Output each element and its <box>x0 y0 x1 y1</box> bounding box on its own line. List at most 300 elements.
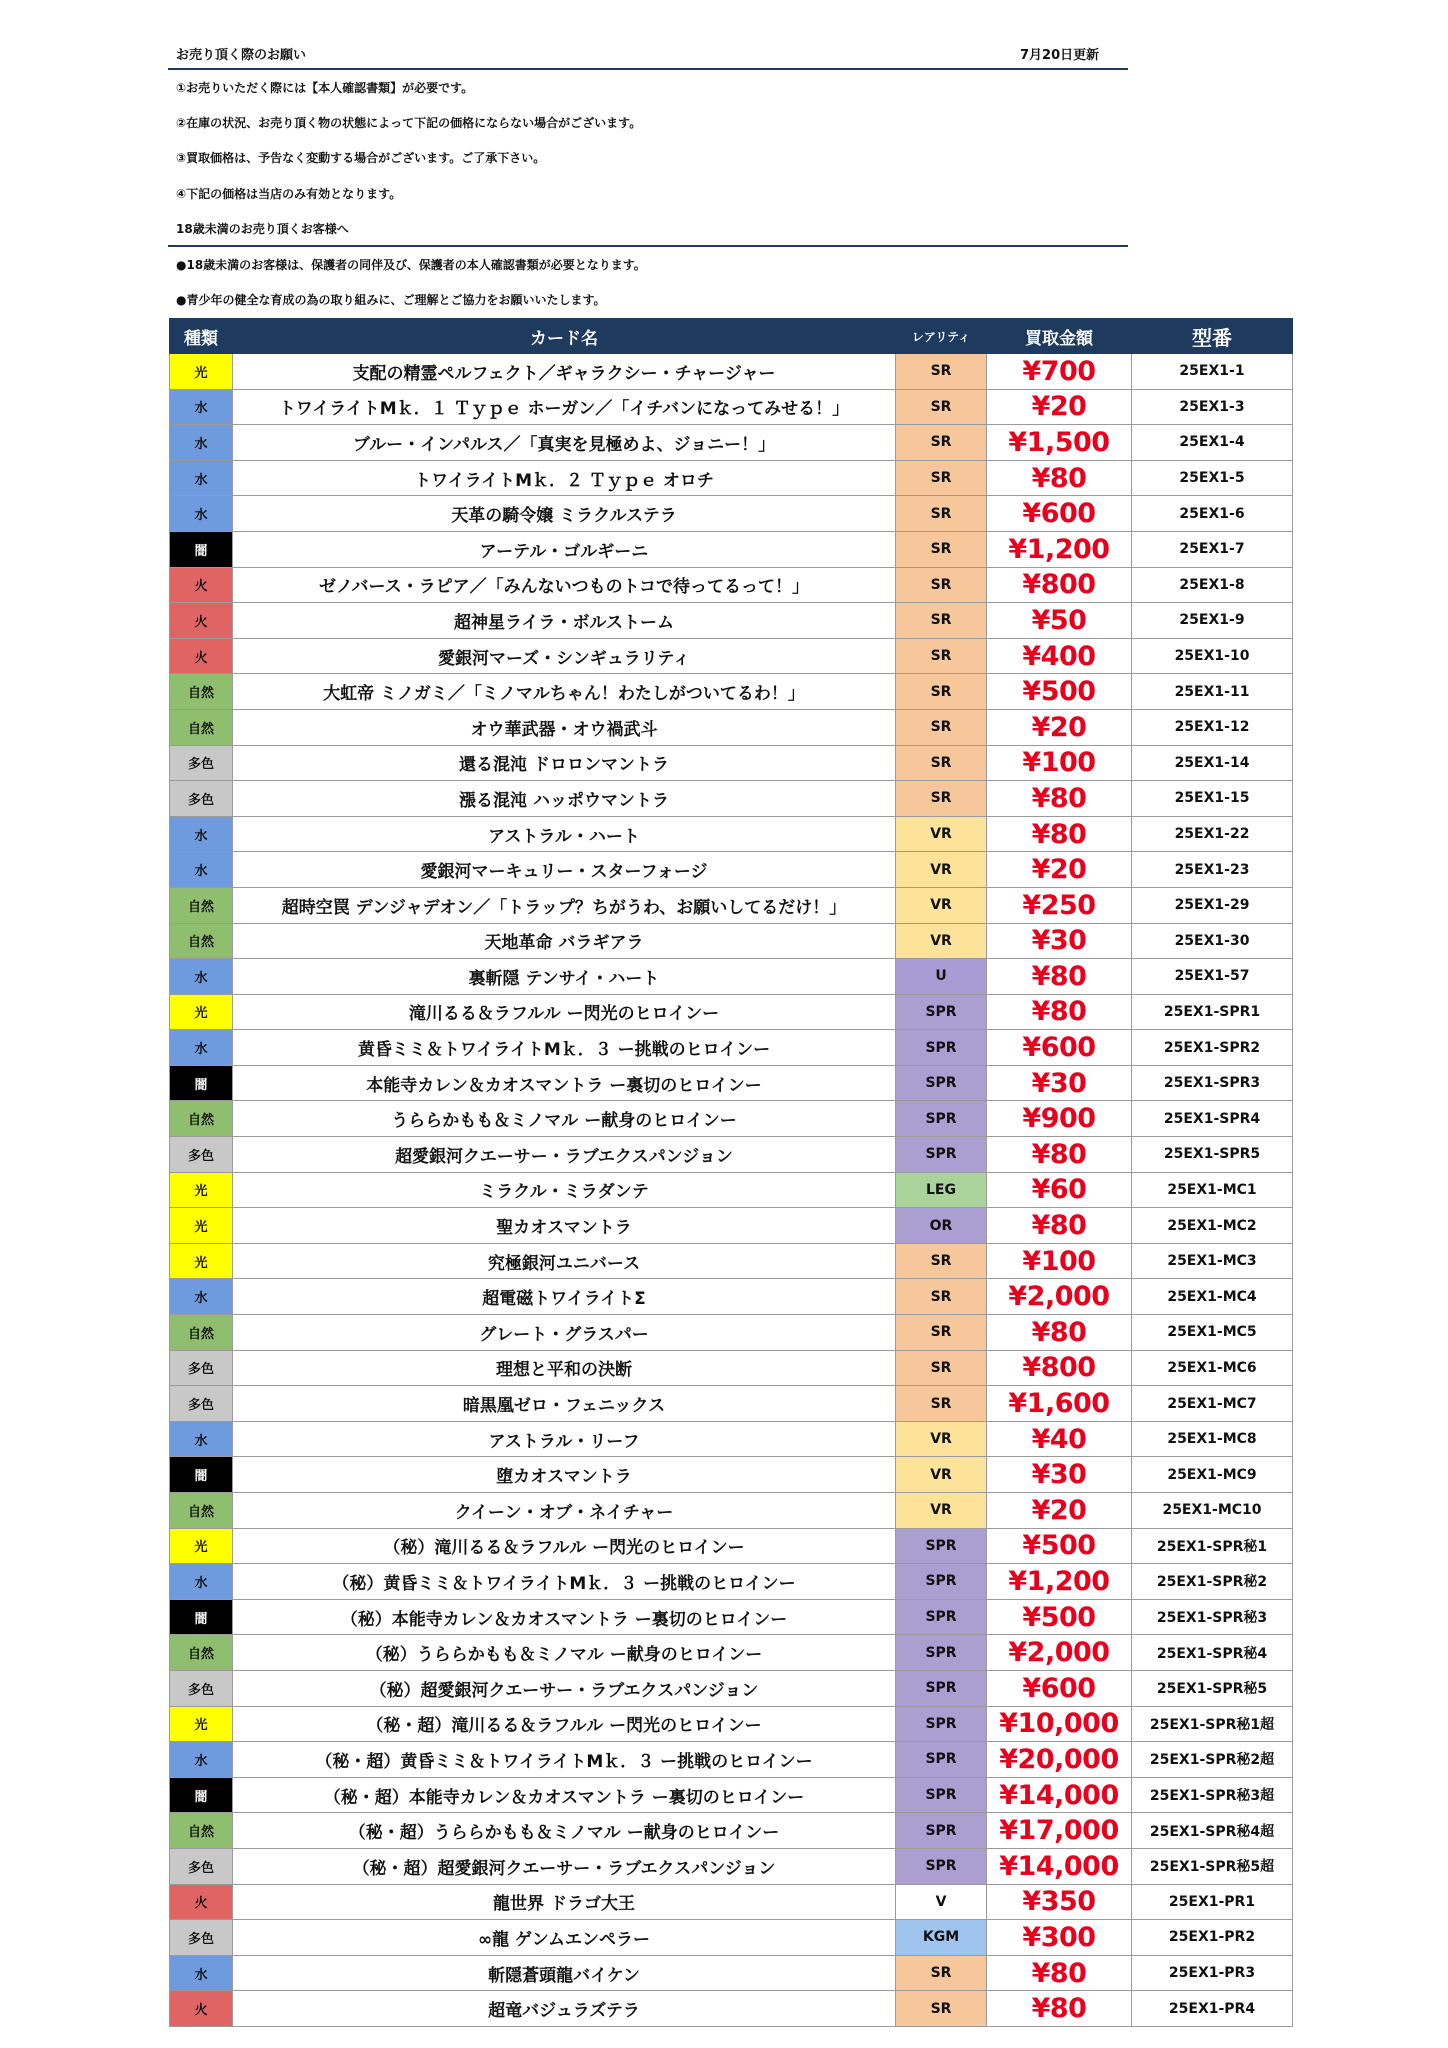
code-cell: 25EX1-14 <box>1132 745 1293 781</box>
notice-line-3: ③買取価格は、予告なく変動する場合がございます。ご了承下さい。 <box>176 151 546 165</box>
card-name-cell: 漲る混沌 ハッポウマントラ <box>233 781 896 817</box>
price-cell: ¥30 <box>987 1065 1132 1101</box>
rarity-cell: U <box>896 959 987 995</box>
rarity-cell: VR <box>896 852 987 888</box>
code-cell: 25EX1-SPR秘4 <box>1132 1635 1293 1671</box>
card-name-cell: 聖カオスマントラ <box>233 1208 896 1244</box>
type-cell: 自然 <box>170 1493 233 1529</box>
code-cell: 25EX1-SPR秘3超 <box>1132 1777 1293 1813</box>
rarity-cell: SR <box>896 567 987 603</box>
card-name-cell: 支配の精霊ペルフェクト／ギャラクシー・チャージャー <box>233 354 896 390</box>
card-name-cell: （秘・超）黄昏ミミ＆トワイライトMｋ．３ ー挑戦のヒロインー <box>233 1742 896 1778</box>
table-row <box>170 1315 1293 1351</box>
card-name-cell: 超時空罠 デンジャデオン／「トラップ？ちがうわ、お願いしてるだけ！」 <box>233 887 896 923</box>
card-name-cell: 愛銀河マーキュリー・スターフォージ <box>233 852 896 888</box>
code-cell: 25EX1-29 <box>1132 887 1293 923</box>
price-cell: ¥400 <box>987 638 1132 674</box>
price-cell: ¥14,000 <box>987 1848 1132 1884</box>
code-cell: 25EX1-SPR3 <box>1132 1065 1293 1101</box>
card-name-cell: 堕カオスマントラ <box>233 1457 896 1493</box>
price-cell: ¥600 <box>987 1670 1132 1706</box>
type-cell: 自然 <box>170 1635 233 1671</box>
type-cell: 闇 <box>170 1065 233 1101</box>
code-cell: 25EX1-7 <box>1132 531 1293 567</box>
table-row <box>170 1172 1293 1208</box>
type-cell: 闇 <box>170 1777 233 1813</box>
rarity-cell: VR <box>896 923 987 959</box>
table-row <box>170 1350 1293 1386</box>
type-cell: 水 <box>170 496 233 532</box>
table-header-row <box>170 319 1293 354</box>
code-cell: 25EX1-4 <box>1132 425 1293 461</box>
table-row <box>170 674 1293 710</box>
code-cell: 25EX1-5 <box>1132 460 1293 496</box>
table-row <box>170 1635 1293 1671</box>
type-cell: 水 <box>170 460 233 496</box>
card-name-cell: （秘・超）超愛銀河クエーサー・ラブエクスパンジョン <box>233 1848 896 1884</box>
type-cell: 自然 <box>170 1315 233 1351</box>
rarity-cell: OR <box>896 1208 987 1244</box>
table-row <box>170 1848 1293 1884</box>
code-cell: 25EX1-9 <box>1132 603 1293 639</box>
type-cell: 多色 <box>170 1350 233 1386</box>
table-row <box>170 389 1293 425</box>
rarity-cell: SR <box>896 603 987 639</box>
code-cell: 25EX1-PR2 <box>1132 1920 1293 1956</box>
price-cell: ¥1,600 <box>987 1386 1132 1422</box>
notice-divider <box>168 245 1128 247</box>
table-row <box>170 460 1293 496</box>
notice-line-2: ②在庫の状況、お売り頂く物の状態によって下記の価格にならない場合がございます。 <box>176 116 642 130</box>
price-cell: ¥80 <box>987 1955 1132 1991</box>
code-cell: 25EX1-30 <box>1132 923 1293 959</box>
rarity-cell: SPR <box>896 1848 987 1884</box>
rarity-cell: SR <box>896 1243 987 1279</box>
type-cell: 闇 <box>170 1457 233 1493</box>
rarity-cell: SPR <box>896 1564 987 1600</box>
table-row <box>170 781 1293 817</box>
table-row <box>170 1493 1293 1529</box>
price-cell: ¥80 <box>987 1315 1132 1351</box>
rarity-cell: SR <box>896 781 987 817</box>
rarity-cell: VR <box>896 1493 987 1529</box>
code-cell: 25EX1-22 <box>1132 816 1293 852</box>
type-cell: 水 <box>170 816 233 852</box>
table-row <box>170 1421 1293 1457</box>
type-cell: 水 <box>170 959 233 995</box>
card-name-cell: （秘・超）滝川るる＆ラフルル ー閃光のヒロインー <box>233 1706 896 1742</box>
type-cell: 水 <box>170 389 233 425</box>
card-name-cell: トワイライトMｋ．２ Ｔｙｐｅ オロチ <box>233 460 896 496</box>
type-cell: 光 <box>170 354 233 390</box>
price-cell: ¥20 <box>987 389 1132 425</box>
rarity-cell: SR <box>896 496 987 532</box>
table-row <box>170 1742 1293 1778</box>
card-name-cell: 還る混沌 ドロロンマントラ <box>233 745 896 781</box>
card-name-cell: 本能寺カレン＆カオスマントラ ー裏切のヒロインー <box>233 1065 896 1101</box>
price-cell: ¥30 <box>987 923 1132 959</box>
header-name: カード名 <box>233 319 896 354</box>
table-row <box>170 1528 1293 1564</box>
price-cell: ¥20 <box>987 709 1132 745</box>
price-cell: ¥2,000 <box>987 1279 1132 1315</box>
minor-notice-heading: 18歳未満のお売り頂くお客様へ <box>176 222 349 236</box>
card-name-cell: ∞龍 ゲンムエンペラー <box>233 1920 896 1956</box>
type-cell: 水 <box>170 1955 233 1991</box>
code-cell: 25EX1-MC4 <box>1132 1279 1293 1315</box>
price-cell: ¥17,000 <box>987 1813 1132 1849</box>
price-cell: ¥800 <box>987 1350 1132 1386</box>
card-name-cell: 理想と平和の決断 <box>233 1350 896 1386</box>
header-code: 型番 <box>1132 319 1293 354</box>
rarity-cell: V <box>896 1884 987 1920</box>
price-cell: ¥80 <box>987 1991 1132 2027</box>
table-row <box>170 1955 1293 1991</box>
table-row <box>170 1065 1293 1101</box>
rarity-cell: VR <box>896 816 987 852</box>
type-cell: 多色 <box>170 1386 233 1422</box>
card-name-cell: （秘・超）本能寺カレン＆カオスマントラ ー裏切のヒロインー <box>233 1777 896 1813</box>
code-cell: 25EX1-SPR秘1 <box>1132 1528 1293 1564</box>
table-row <box>170 567 1293 603</box>
card-name-cell: 超電磁トワイライトΣ <box>233 1279 896 1315</box>
card-name-cell: （秘）黄昏ミミ＆トワイライトMｋ．３ ー挑戦のヒロインー <box>233 1564 896 1600</box>
type-cell: 光 <box>170 1243 233 1279</box>
price-cell: ¥500 <box>987 1599 1132 1635</box>
code-cell: 25EX1-8 <box>1132 567 1293 603</box>
card-name-cell: グレート・グラスパー <box>233 1315 896 1351</box>
price-cell: ¥80 <box>987 816 1132 852</box>
code-cell: 25EX1-SPR秘5超 <box>1132 1848 1293 1884</box>
code-cell: 25EX1-MC1 <box>1132 1172 1293 1208</box>
price-table <box>169 318 1293 2027</box>
card-name-cell: 究極銀河ユニバース <box>233 1243 896 1279</box>
price-cell: ¥600 <box>987 496 1132 532</box>
table-row <box>170 923 1293 959</box>
card-name-cell: 斬隠蒼頭龍バイケン <box>233 1955 896 1991</box>
rarity-cell: VR <box>896 1421 987 1457</box>
card-name-cell: ゼノバース・ラピア／「みんないつものトコで待ってるって！」 <box>233 567 896 603</box>
table-body <box>170 354 1293 2027</box>
table-row <box>170 852 1293 888</box>
price-cell: ¥20,000 <box>987 1742 1132 1778</box>
rarity-cell: SR <box>896 1279 987 1315</box>
rarity-cell: SR <box>896 1386 987 1422</box>
rarity-cell: SR <box>896 709 987 745</box>
code-cell: 25EX1-SPR秘3 <box>1132 1599 1293 1635</box>
price-cell: ¥80 <box>987 460 1132 496</box>
table-row <box>170 1813 1293 1849</box>
table-row <box>170 1279 1293 1315</box>
type-cell: 自然 <box>170 1101 233 1137</box>
type-cell: 火 <box>170 638 233 674</box>
card-name-cell: 滝川るる＆ラフルル ー閃光のヒロインー <box>233 994 896 1030</box>
type-cell: 火 <box>170 567 233 603</box>
header-type: 種類 <box>170 319 233 354</box>
code-cell: 25EX1-SPR秘1超 <box>1132 1706 1293 1742</box>
table-row <box>170 496 1293 532</box>
table-row <box>170 959 1293 995</box>
rarity-cell: SPR <box>896 1635 987 1671</box>
rarity-cell: SR <box>896 425 987 461</box>
type-cell: 光 <box>170 1706 233 1742</box>
card-name-cell: 裏斬隠 テンサイ・ハート <box>233 959 896 995</box>
table-row <box>170 1030 1293 1066</box>
price-cell: ¥800 <box>987 567 1132 603</box>
rarity-cell: SR <box>896 674 987 710</box>
price-cell: ¥1,200 <box>987 531 1132 567</box>
code-cell: 25EX1-15 <box>1132 781 1293 817</box>
type-cell: 光 <box>170 1208 233 1244</box>
table-row <box>170 354 1293 390</box>
rarity-cell: SR <box>896 745 987 781</box>
table-row <box>170 1884 1293 1920</box>
code-cell: 25EX1-MC5 <box>1132 1315 1293 1351</box>
card-name-cell: アーテル・ゴルギーニ <box>233 531 896 567</box>
card-name-cell: アストラル・ハート <box>233 816 896 852</box>
type-cell: 多色 <box>170 781 233 817</box>
card-name-cell: （秘）超愛銀河クエーサー・ラブエクスパンジョン <box>233 1670 896 1706</box>
rarity-cell: SR <box>896 460 987 496</box>
card-name-cell: オウ華武器・オウ禍武斗 <box>233 709 896 745</box>
price-cell: ¥300 <box>987 1920 1132 1956</box>
card-name-cell: クイーン・オブ・ネイチャー <box>233 1493 896 1529</box>
card-name-cell: 超竜バジュラズテラ <box>233 1991 896 2027</box>
minor-notice-line-2: ●青少年の健全な育成の為の取り組みに、ご理解とご協力をお願いいたします。 <box>176 293 606 307</box>
price-cell: ¥2,000 <box>987 1635 1132 1671</box>
code-cell: 25EX1-SPR秘2 <box>1132 1564 1293 1600</box>
card-name-cell: （秘）うららかもも＆ミノマル ー献身のヒロインー <box>233 1635 896 1671</box>
type-cell: 水 <box>170 1421 233 1457</box>
type-cell: 自然 <box>170 887 233 923</box>
code-cell: 25EX1-10 <box>1132 638 1293 674</box>
price-cell: ¥100 <box>987 745 1132 781</box>
table-row <box>170 1920 1293 1956</box>
rarity-cell: SPR <box>896 1813 987 1849</box>
rarity-cell: SPR <box>896 1777 987 1813</box>
rarity-cell: SR <box>896 638 987 674</box>
price-cell: ¥1,500 <box>987 425 1132 461</box>
rarity-cell: SR <box>896 354 987 390</box>
price-cell: ¥40 <box>987 1421 1132 1457</box>
type-cell: 水 <box>170 1030 233 1066</box>
type-cell: 水 <box>170 1742 233 1778</box>
type-cell: 光 <box>170 1528 233 1564</box>
code-cell: 25EX1-PR3 <box>1132 1955 1293 1991</box>
rarity-cell: SR <box>896 1955 987 1991</box>
price-cell: ¥20 <box>987 1493 1132 1529</box>
code-cell: 25EX1-MC10 <box>1132 1493 1293 1529</box>
type-cell: 光 <box>170 994 233 1030</box>
card-name-cell: 天革の騎令嬢 ミラクルステラ <box>233 496 896 532</box>
price-cell: ¥80 <box>987 959 1132 995</box>
table-row <box>170 1670 1293 1706</box>
table-row <box>170 1706 1293 1742</box>
code-cell: 25EX1-MC3 <box>1132 1243 1293 1279</box>
type-cell: 水 <box>170 425 233 461</box>
price-cell: ¥80 <box>987 1208 1132 1244</box>
notice-line-1: ①お売りいただく際には【本人確認書類】が必要です。 <box>176 81 474 95</box>
rarity-cell: VR <box>896 1457 987 1493</box>
table-row <box>170 1208 1293 1244</box>
rarity-cell: SPR <box>896 1137 987 1173</box>
type-cell: 多色 <box>170 745 233 781</box>
rarity-cell: SR <box>896 1991 987 2027</box>
rarity-cell: VR <box>896 887 987 923</box>
rarity-cell: SPR <box>896 1528 987 1564</box>
code-cell: 25EX1-11 <box>1132 674 1293 710</box>
rarity-cell: SPR <box>896 1742 987 1778</box>
type-cell: 水 <box>170 1564 233 1600</box>
table-row <box>170 1777 1293 1813</box>
price-cell: ¥900 <box>987 1101 1132 1137</box>
card-name-cell: 大虹帝 ミノガミ／「ミノマルちゃん！わたしがついてるわ！」 <box>233 674 896 710</box>
code-cell: 25EX1-SPR秘5 <box>1132 1670 1293 1706</box>
table-row <box>170 1386 1293 1422</box>
table-row <box>170 1564 1293 1600</box>
rarity-cell: SR <box>896 389 987 425</box>
notice-title: お売り頂く際のお願い <box>176 48 307 63</box>
rarity-cell: SPR <box>896 1101 987 1137</box>
table-row <box>170 745 1293 781</box>
table-row <box>170 709 1293 745</box>
rarity-cell: KGM <box>896 1920 987 1956</box>
price-cell: ¥100 <box>987 1243 1132 1279</box>
table-row <box>170 994 1293 1030</box>
table-row <box>170 1101 1293 1137</box>
minor-notice-line-1: ●18歳未満のお客様は、保護者の同伴及び、保護者の本人確認書類が必要となります。 <box>176 258 646 272</box>
code-cell: 25EX1-57 <box>1132 959 1293 995</box>
table-row <box>170 816 1293 852</box>
price-cell: ¥10,000 <box>987 1706 1132 1742</box>
code-cell: 25EX1-3 <box>1132 389 1293 425</box>
table-row <box>170 638 1293 674</box>
table-row <box>170 1457 1293 1493</box>
card-name-cell: （秘）滝川るる＆ラフルル ー閃光のヒロインー <box>233 1528 896 1564</box>
rarity-cell: SPR <box>896 994 987 1030</box>
code-cell: 25EX1-SPR秘2超 <box>1132 1742 1293 1778</box>
price-cell: ¥20 <box>987 852 1132 888</box>
rarity-cell: LEG <box>896 1172 987 1208</box>
type-cell: 闇 <box>170 1599 233 1635</box>
rarity-cell: SPR <box>896 1706 987 1742</box>
table-row <box>170 1991 1293 2027</box>
type-cell: 火 <box>170 1991 233 2027</box>
price-cell: ¥50 <box>987 603 1132 639</box>
rarity-cell: SPR <box>896 1030 987 1066</box>
rarity-cell: SPR <box>896 1670 987 1706</box>
code-cell: 25EX1-12 <box>1132 709 1293 745</box>
table-row <box>170 425 1293 461</box>
card-name-cell: ミラクル・ミラダンテ <box>233 1172 896 1208</box>
rarity-cell: SR <box>896 1350 987 1386</box>
type-cell: 多色 <box>170 1848 233 1884</box>
code-cell: 25EX1-MC9 <box>1132 1457 1293 1493</box>
price-cell: ¥500 <box>987 674 1132 710</box>
code-cell: 25EX1-SPR1 <box>1132 994 1293 1030</box>
table-row <box>170 531 1293 567</box>
price-cell: ¥250 <box>987 887 1132 923</box>
code-cell: 25EX1-SPR秘4超 <box>1132 1813 1293 1849</box>
type-cell: 火 <box>170 1884 233 1920</box>
type-cell: 水 <box>170 852 233 888</box>
rarity-cell: SPR <box>896 1599 987 1635</box>
price-cell: ¥1,200 <box>987 1564 1132 1600</box>
card-name-cell: （秘・超）うららかもも＆ミノマル ー献身のヒロインー <box>233 1813 896 1849</box>
type-cell: 自然 <box>170 923 233 959</box>
card-name-cell: アストラル・リーフ <box>233 1421 896 1457</box>
code-cell: 25EX1-SPR2 <box>1132 1030 1293 1066</box>
type-cell: 多色 <box>170 1670 233 1706</box>
price-cell: ¥700 <box>987 354 1132 390</box>
table-row <box>170 1599 1293 1635</box>
code-cell: 25EX1-SPR4 <box>1132 1101 1293 1137</box>
card-name-cell: （秘）本能寺カレン＆カオスマントラ ー裏切のヒロインー <box>233 1599 896 1635</box>
card-name-cell: 龍世界 ドラゴ大王 <box>233 1884 896 1920</box>
card-name-cell: 愛銀河マーズ・シンギュラリティ <box>233 638 896 674</box>
code-cell: 25EX1-1 <box>1132 354 1293 390</box>
code-cell: 25EX1-6 <box>1132 496 1293 532</box>
type-cell: 多色 <box>170 1137 233 1173</box>
card-name-cell: うららかもも＆ミノマル ー献身のヒロインー <box>233 1101 896 1137</box>
card-name-cell: 超愛銀河クエーサー・ラブエクスパンジョン <box>233 1137 896 1173</box>
rarity-cell: SPR <box>896 1065 987 1101</box>
type-cell: 自然 <box>170 674 233 710</box>
code-cell: 25EX1-MC2 <box>1132 1208 1293 1244</box>
type-cell: 闇 <box>170 531 233 567</box>
table-row <box>170 1243 1293 1279</box>
code-cell: 25EX1-PR4 <box>1132 1991 1293 2027</box>
card-name-cell: ブルー・インパルス／「真実を見極めよ、ジョニー！」 <box>233 425 896 461</box>
card-name-cell: 暗黒凰ゼロ・フェニックス <box>233 1386 896 1422</box>
notice-line-4: ④下記の価格は当店のみ有効となります。 <box>176 187 402 201</box>
code-cell: 25EX1-MC7 <box>1132 1386 1293 1422</box>
type-cell: 光 <box>170 1172 233 1208</box>
code-cell: 25EX1-SPR5 <box>1132 1137 1293 1173</box>
updated-date: 7月20日更新 <box>1020 48 1100 63</box>
price-cell: ¥14,000 <box>987 1777 1132 1813</box>
header-rarity: レアリティ <box>896 319 987 354</box>
rarity-cell: SR <box>896 1315 987 1351</box>
code-cell: 25EX1-PR1 <box>1132 1884 1293 1920</box>
price-cell: ¥80 <box>987 1137 1132 1173</box>
table-row <box>170 603 1293 639</box>
type-cell: 自然 <box>170 1813 233 1849</box>
code-cell: 25EX1-MC8 <box>1132 1421 1293 1457</box>
header-price: 買取金額 <box>987 319 1132 354</box>
price-cell: ¥80 <box>987 781 1132 817</box>
price-cell: ¥350 <box>987 1884 1132 1920</box>
type-cell: 水 <box>170 1279 233 1315</box>
card-name-cell: 超神星ライラ・ボルストーム <box>233 603 896 639</box>
notice-header <box>168 40 1128 70</box>
card-name-cell: 黄昏ミミ＆トワイライトMｋ．３ ー挑戦のヒロインー <box>233 1030 896 1066</box>
price-cell: ¥80 <box>987 994 1132 1030</box>
code-cell: 25EX1-MC6 <box>1132 1350 1293 1386</box>
type-cell: 自然 <box>170 709 233 745</box>
card-name-cell: トワイライトMｋ．１ Ｔｙｐｅ ホーガン／「イチバンになってみせる！」 <box>233 389 896 425</box>
price-cell: ¥30 <box>987 1457 1132 1493</box>
price-cell: ¥500 <box>987 1528 1132 1564</box>
price-cell: ¥60 <box>987 1172 1132 1208</box>
rarity-cell: SR <box>896 531 987 567</box>
price-cell: ¥600 <box>987 1030 1132 1066</box>
table-row <box>170 887 1293 923</box>
card-name-cell: 天地革命 バラギアラ <box>233 923 896 959</box>
table-row <box>170 1137 1293 1173</box>
type-cell: 多色 <box>170 1920 233 1956</box>
type-cell: 火 <box>170 603 233 639</box>
